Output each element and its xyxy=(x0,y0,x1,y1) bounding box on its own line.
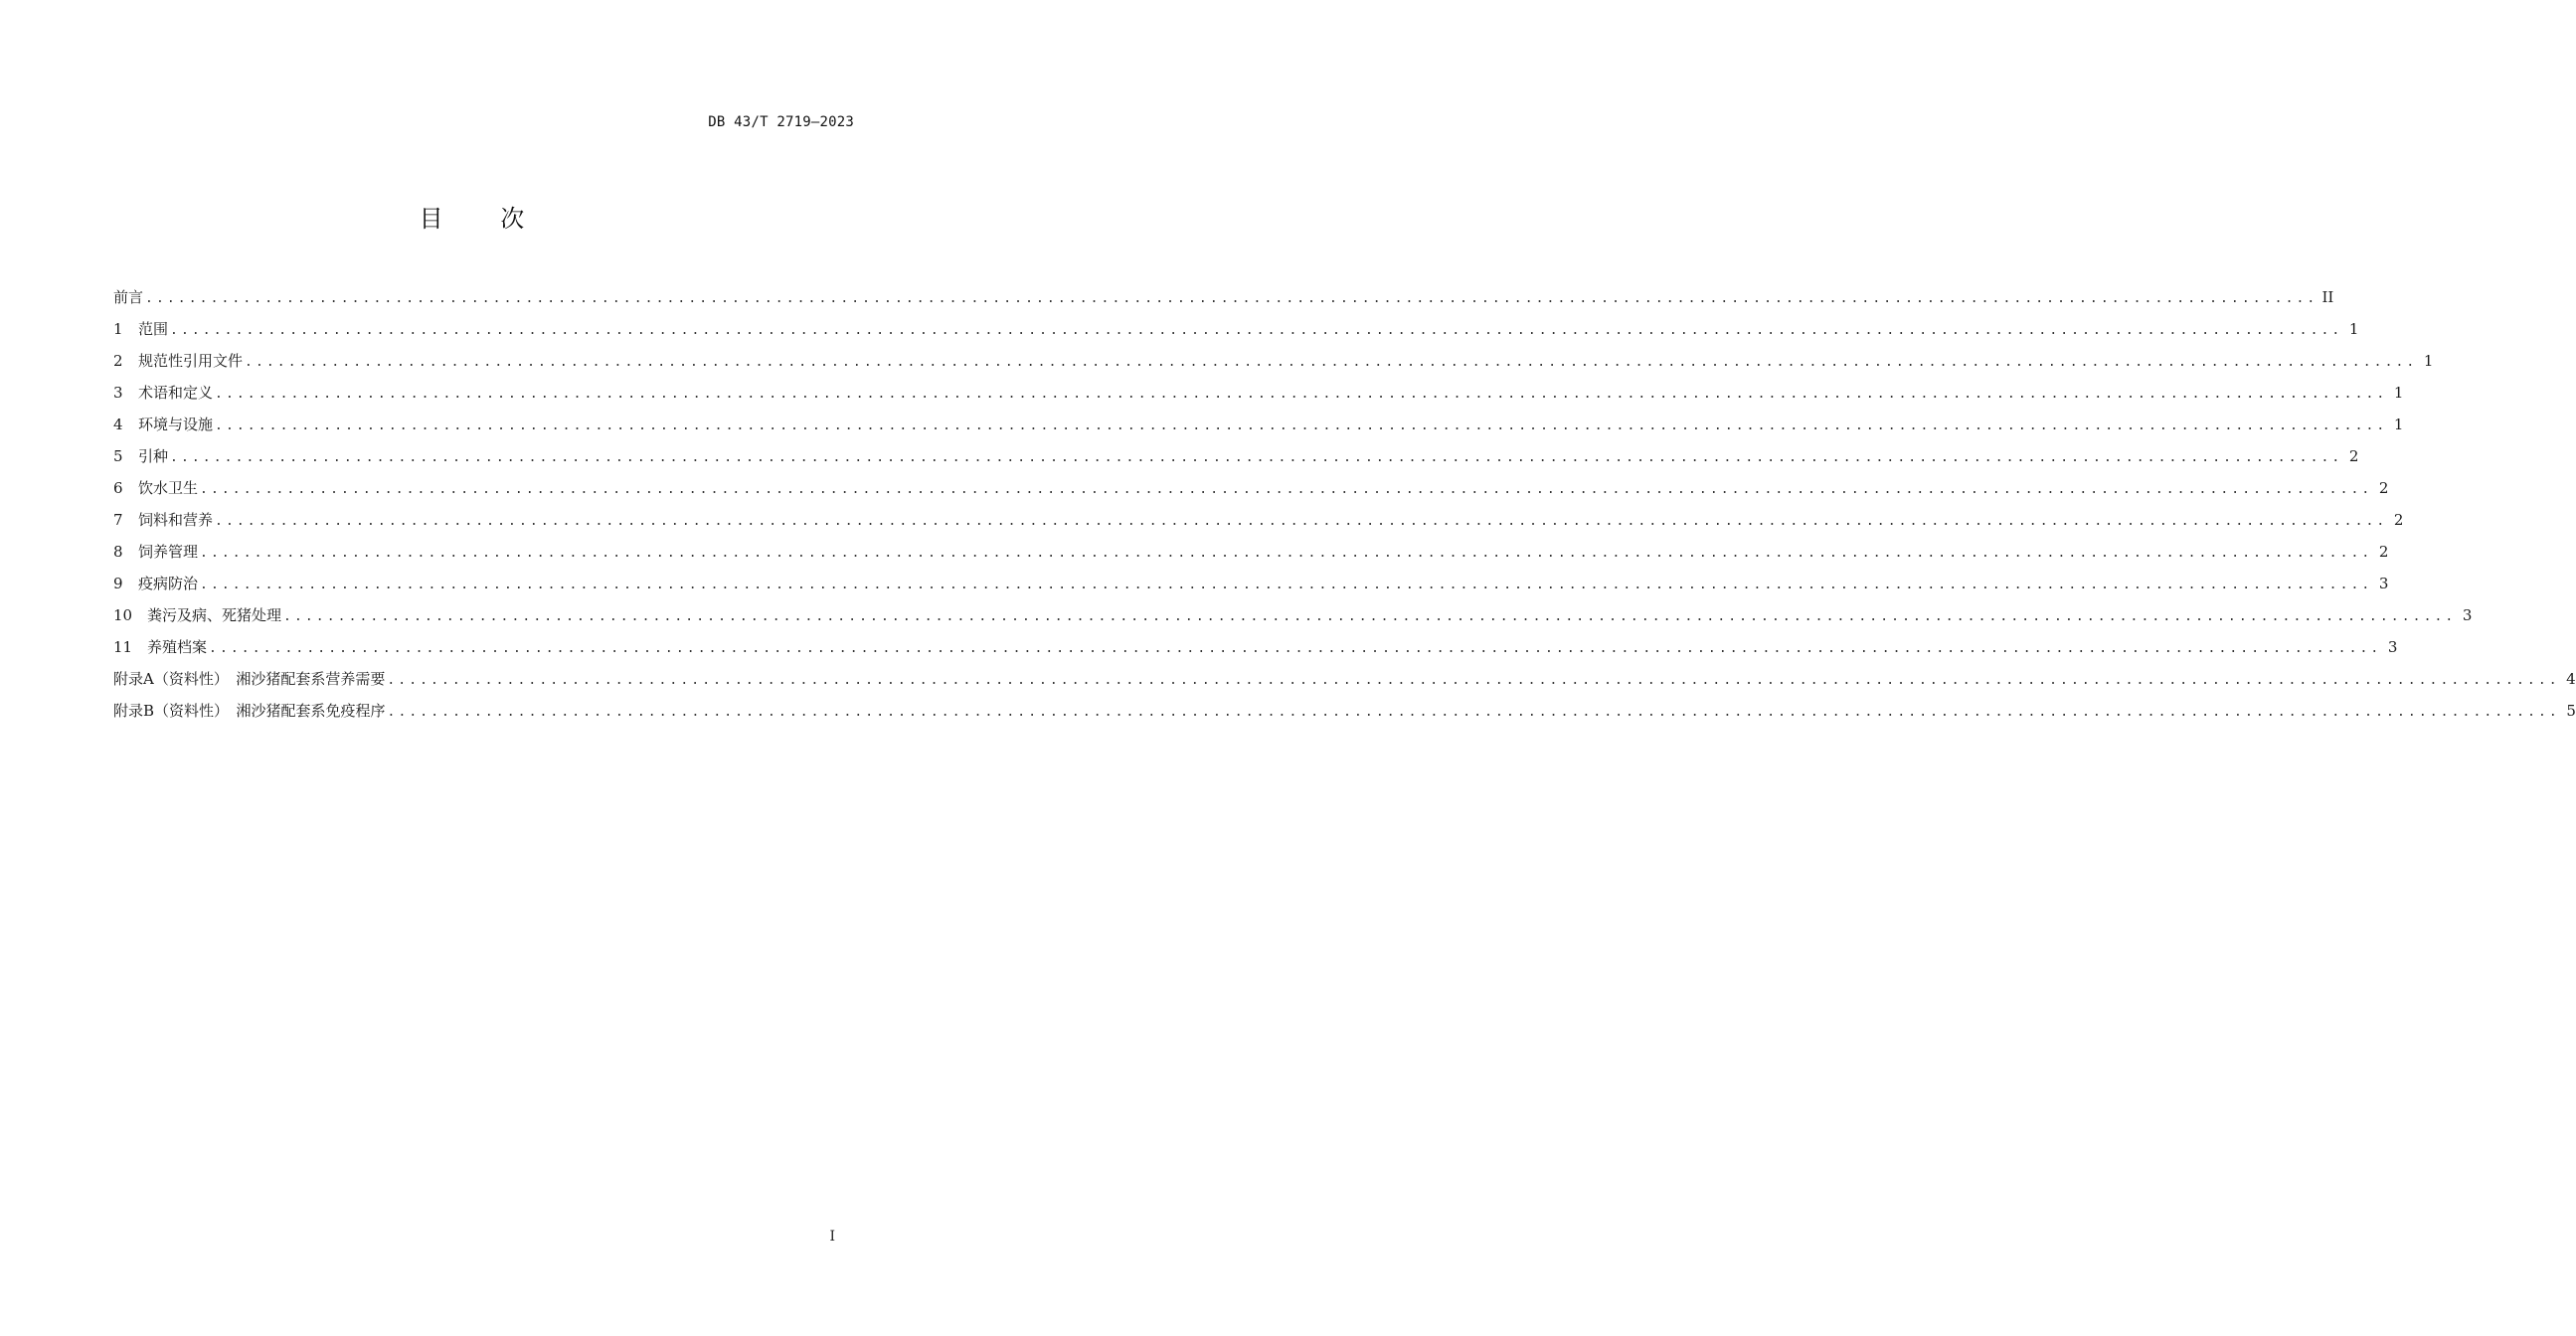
dot-leader: ........................................................................................................................................................................................................ xyxy=(200,482,2373,497)
dot-leader: ........................................................................................................................................................................................................ xyxy=(245,355,2418,370)
toc-entry-page: 1 xyxy=(2348,320,2359,338)
toc-entry-label: 前言 xyxy=(113,288,144,306)
dot-leader: ........................................................................................................................................................................................................ xyxy=(215,514,2388,529)
toc-entry-label: 饲养管理 xyxy=(138,543,199,561)
toc-entry-page: 1 xyxy=(2423,352,2434,370)
toc-entry-foreword[interactable] xyxy=(113,286,2334,318)
toc-entry-page: 2 xyxy=(2378,479,2389,497)
dot-leader: ........................................................................................................................................................................................................ xyxy=(200,546,2373,561)
table-of-contents xyxy=(113,286,2576,732)
toc-entry-appendix-a[interactable] xyxy=(113,668,2576,700)
toc-entry-number: 7 xyxy=(113,511,123,529)
toc-entry-number: 8 xyxy=(113,543,123,561)
toc-entry-page: 4 xyxy=(2566,670,2576,688)
dot-leader: ........................................................................................................................................................................................................ xyxy=(215,418,2388,433)
toc-entry-page: 3 xyxy=(2378,575,2389,592)
toc-entry-label: 引种 xyxy=(138,447,169,465)
toc-entry-label: 饲料和营养 xyxy=(138,511,214,529)
toc-entry-number: 2 xyxy=(113,352,123,370)
toc-entry-number: 3 xyxy=(113,384,123,402)
page-number: I xyxy=(829,1229,835,1245)
toc-entry-4[interactable] xyxy=(113,414,2404,445)
toc-entry-number: 5 xyxy=(113,447,123,465)
toc-entry-label: 环境与设施 xyxy=(138,416,214,433)
toc-entry-label: 粪污及病、死猪处理 xyxy=(147,606,282,624)
toc-entry-number: 6 xyxy=(113,479,123,497)
dot-leader: ........................................................................................................................................................................................................ xyxy=(387,705,2560,720)
toc-entry-number: 11 xyxy=(113,638,133,656)
toc-entry-page: 1 xyxy=(2393,416,2404,433)
toc-entry-11[interactable] xyxy=(113,636,2398,668)
page-title: 目 次 xyxy=(419,205,526,233)
toc-entry-page: II xyxy=(2321,288,2334,306)
toc-entry-page: 3 xyxy=(2387,638,2398,656)
toc-entry-10[interactable] xyxy=(113,604,2473,636)
toc-entry-appendix-b[interactable] xyxy=(113,700,2576,732)
dot-leader: ........................................................................................................................................................................................................ xyxy=(283,609,2457,624)
dot-leader: ........................................................................................................................................................................................................ xyxy=(387,673,2560,688)
toc-entry-number: 10 xyxy=(113,606,133,624)
toc-entry-label: 饮水卫生 xyxy=(138,479,199,497)
toc-entry-page: 1 xyxy=(2393,384,2404,402)
toc-entry-label: 范围 xyxy=(138,320,169,338)
toc-entry-1[interactable] xyxy=(113,318,2359,350)
toc-entry-number: 9 xyxy=(113,575,123,592)
toc-entry-page: 3 xyxy=(2462,606,2473,624)
toc-entry-6[interactable] xyxy=(113,477,2389,509)
toc-entry-8[interactable] xyxy=(113,541,2389,573)
toc-entry-label: 养殖档案 xyxy=(147,638,208,656)
toc-entry-label: 术语和定义 xyxy=(138,384,214,402)
toc-entry-page: 2 xyxy=(2378,543,2389,561)
toc-entry-3[interactable] xyxy=(113,382,2404,414)
toc-entry-page: 5 xyxy=(2566,702,2576,720)
dot-leader: ........................................................................................................................................................................................................ xyxy=(145,291,2318,306)
toc-entry-number: 4 xyxy=(113,416,123,433)
dot-leader: ........................................................................................................................................................................................................ xyxy=(170,450,2343,465)
toc-entry-page: 2 xyxy=(2348,447,2359,465)
toc-entry-number: 1 xyxy=(113,320,123,338)
toc-entry-5[interactable] xyxy=(113,445,2359,477)
dot-leader: ........................................................................................................................................................................................................ xyxy=(200,578,2373,592)
toc-entry-7[interactable] xyxy=(113,509,2404,541)
toc-entry-page: 2 xyxy=(2393,511,2404,529)
dot-leader: ........................................................................................................................................................................................................ xyxy=(215,387,2388,402)
document-code: DB 43/T 2719—2023 xyxy=(708,114,854,130)
toc-entry-9[interactable] xyxy=(113,573,2389,604)
toc-entry-label: 附录A（资料性） 湘沙猪配套系营养需要 xyxy=(113,670,386,688)
toc-entry-label: 附录B（资料性） 湘沙猪配套系免疫程序 xyxy=(113,702,386,720)
toc-entry-label: 规范性引用文件 xyxy=(138,352,244,370)
toc-entry-label: 疫病防治 xyxy=(138,575,199,592)
dot-leader: ........................................................................................................................................................................................................ xyxy=(170,323,2343,338)
toc-entry-2[interactable] xyxy=(113,350,2434,382)
dot-leader: ........................................................................................................................................................................................................ xyxy=(209,641,2382,656)
